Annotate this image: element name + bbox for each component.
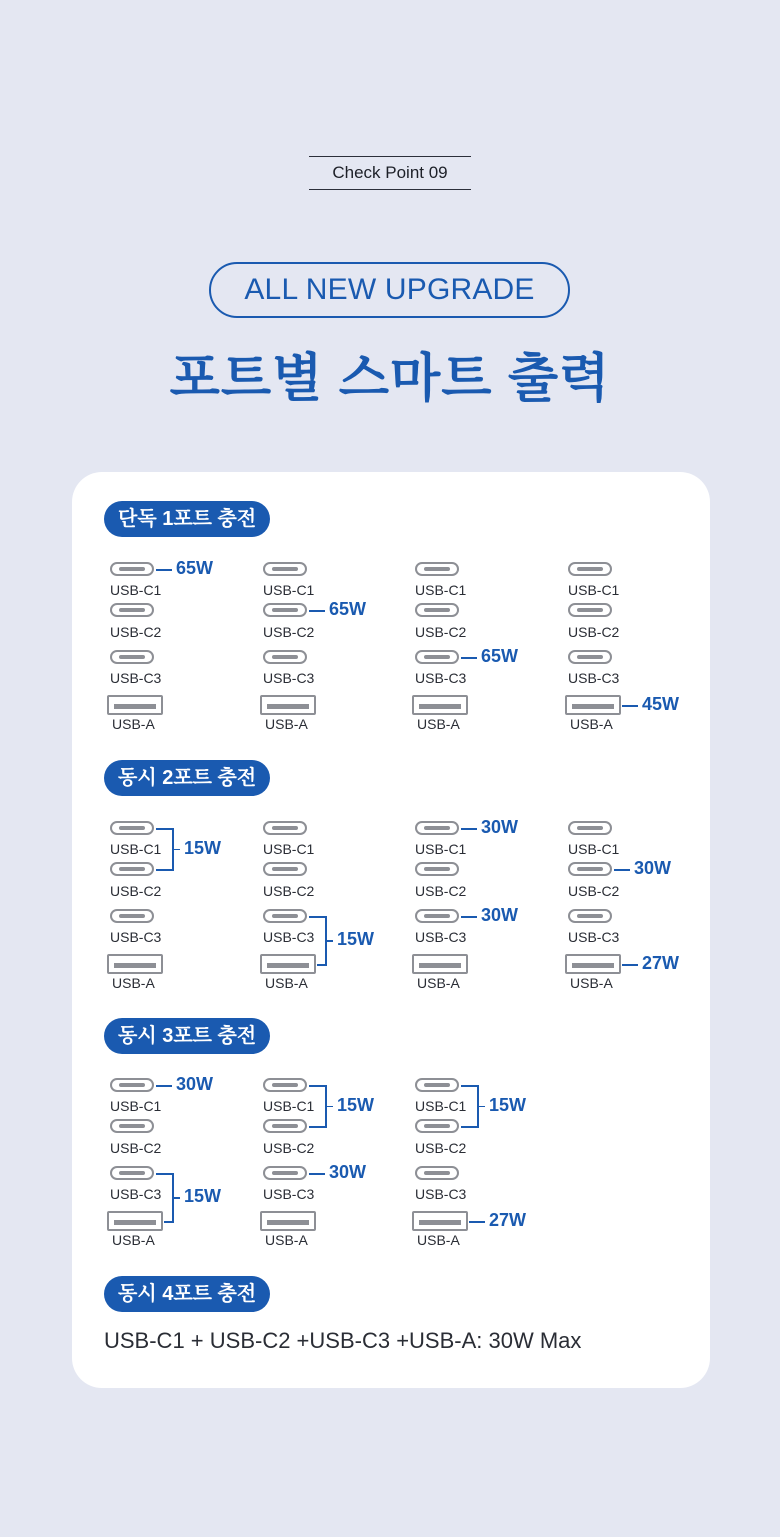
section-badge: 동시 4포트 충전	[104, 1276, 270, 1312]
wattage-label: 65W	[481, 646, 519, 666]
connector-line	[469, 1221, 485, 1223]
port-label-c2: USB-C2	[110, 883, 162, 899]
usb-c-port-icon	[110, 909, 154, 923]
usb-a-port-icon	[412, 695, 468, 715]
port-label-c1: USB-C1	[415, 841, 467, 857]
bracket-line	[156, 1173, 172, 1175]
usb-c-port-icon	[263, 1166, 307, 1180]
connector-line	[622, 705, 638, 707]
usb-c-port-icon	[110, 562, 154, 576]
wattage-label: 30W	[176, 1074, 214, 1094]
port-label-c3: USB-C3	[568, 670, 620, 686]
bracket-line	[172, 1197, 180, 1199]
usb-c-port-icon	[415, 603, 459, 617]
usb-a-port-icon	[412, 954, 468, 974]
port-label-c3: USB-C3	[415, 670, 467, 686]
port-label-c1: USB-C1	[110, 582, 162, 598]
port-label-c1: USB-C1	[263, 582, 315, 598]
connector-line	[461, 916, 477, 918]
section-badge: 동시 2포트 충전	[104, 760, 270, 796]
port-label-c3: USB-C3	[415, 929, 467, 945]
wattage-label: 65W	[176, 558, 214, 578]
bracket-line	[461, 1085, 477, 1087]
connector-line	[309, 1173, 325, 1175]
port-label-c2: USB-C2	[568, 883, 620, 899]
usb-a-port-icon	[260, 695, 316, 715]
port-label-a: USB-A	[570, 716, 613, 732]
port-label-a: USB-A	[417, 975, 460, 991]
connector-line	[614, 869, 630, 871]
port-label-c2: USB-C2	[568, 624, 620, 640]
port-label-c1: USB-C1	[110, 841, 162, 857]
usb-c-port-icon	[415, 1166, 459, 1180]
usb-c-port-icon	[568, 562, 612, 576]
port-label-c1: USB-C1	[110, 1098, 162, 1114]
port-label-a: USB-A	[417, 716, 460, 732]
connector-line	[309, 610, 325, 612]
connector-line	[156, 1085, 172, 1087]
port-label-a: USB-A	[417, 1232, 460, 1248]
port-label-c1: USB-C1	[568, 841, 620, 857]
usb-c-port-icon	[263, 821, 307, 835]
bracket-line	[309, 1126, 325, 1128]
port-label-c3: USB-C3	[263, 929, 315, 945]
usb-c-port-icon	[415, 862, 459, 876]
port-label-c3: USB-C3	[110, 929, 162, 945]
port-label-c2: USB-C2	[415, 883, 467, 899]
port-label-c3: USB-C3	[568, 929, 620, 945]
bracket-line	[172, 849, 180, 851]
port-label-c3: USB-C3	[110, 1186, 162, 1202]
port-label-a: USB-A	[112, 1232, 155, 1248]
wattage-label: 15W	[184, 837, 222, 858]
wattage-label: 15W	[184, 1186, 222, 1206]
upgrade-badge: ALL NEW UPGRADE	[209, 262, 570, 318]
port-label-a: USB-A	[265, 716, 308, 732]
port-label-a: USB-A	[570, 975, 613, 991]
usb-c-port-icon	[263, 603, 307, 617]
usb-a-port-icon	[260, 954, 316, 974]
connector-line	[461, 657, 477, 659]
connector-line	[461, 828, 477, 830]
page-title: 포트별 스마트 출력	[169, 350, 611, 408]
usb-c-port-icon	[568, 909, 612, 923]
usb-a-port-icon	[565, 695, 621, 715]
section-badge: 동시 3포트 충전	[104, 1018, 270, 1054]
bracket-line	[317, 964, 325, 966]
port-label-c1: USB-C1	[263, 841, 315, 857]
four-port-spec: USB-C1 + USB-C2 +USB-C3 +USB-A: 30W Max	[104, 1328, 582, 1353]
port-label-c3: USB-C3	[263, 1186, 315, 1202]
usb-c-port-icon	[110, 650, 154, 664]
usb-c-port-icon	[415, 562, 459, 576]
usb-c-port-icon	[568, 603, 612, 617]
bracket-line	[325, 1106, 333, 1108]
usb-a-port-icon	[565, 954, 621, 974]
wattage-label: 27W	[489, 1210, 527, 1230]
usb-a-port-icon	[260, 1211, 316, 1231]
wattage-label: 30W	[634, 858, 672, 878]
port-label-c3: USB-C3	[110, 670, 162, 686]
bracket-line	[309, 1085, 325, 1087]
usb-c-port-icon	[263, 909, 307, 923]
bracket-line	[309, 916, 325, 918]
wattage-label: 15W	[489, 1094, 527, 1115]
wattage-label: 30W	[481, 905, 519, 925]
usb-c-port-icon	[263, 650, 307, 664]
usb-c-port-icon	[110, 1166, 154, 1180]
port-label-c2: USB-C2	[110, 624, 162, 640]
usb-c-port-icon	[568, 650, 612, 664]
port-label-a: USB-A	[112, 716, 155, 732]
usb-c-port-icon	[415, 1078, 459, 1092]
usb-c-port-icon	[110, 862, 154, 876]
port-label-c1: USB-C1	[263, 1098, 315, 1114]
port-label-c1: USB-C1	[415, 582, 467, 598]
port-label-c2: USB-C2	[415, 1140, 467, 1156]
usb-c-port-icon	[110, 1119, 154, 1133]
usb-c-port-icon	[568, 862, 612, 876]
port-label-a: USB-A	[265, 975, 308, 991]
usb-a-port-icon	[107, 1211, 163, 1231]
bracket-line	[477, 1106, 485, 1108]
usb-c-port-icon	[110, 1078, 154, 1092]
wattage-label: 27W	[642, 953, 680, 973]
connector-line	[622, 964, 638, 966]
port-label-a: USB-A	[265, 1232, 308, 1248]
wattage-label: 30W	[329, 1162, 367, 1182]
bracket-line	[461, 1126, 477, 1128]
bracket-line	[156, 828, 172, 830]
port-label-c3: USB-C3	[263, 670, 315, 686]
checkpoint-label: Check Point 09	[309, 156, 471, 190]
bracket-line	[325, 940, 333, 942]
port-label-c1: USB-C1	[415, 1098, 467, 1114]
wattage-label: 30W	[481, 817, 519, 837]
wattage-label: 65W	[329, 599, 367, 619]
wattage-label: 15W	[337, 929, 375, 949]
wattage-label: 15W	[337, 1094, 375, 1115]
section-badge: 단독 1포트 충전	[104, 501, 270, 537]
usb-a-port-icon	[107, 954, 163, 974]
port-label-c2: USB-C2	[110, 1140, 162, 1156]
usb-c-port-icon	[415, 821, 459, 835]
usb-c-port-icon	[263, 862, 307, 876]
connector-line	[156, 569, 172, 571]
port-label-a: USB-A	[112, 975, 155, 991]
port-label-c2: USB-C2	[263, 624, 315, 640]
port-label-c2: USB-C2	[415, 624, 467, 640]
port-label-c2: USB-C2	[263, 883, 315, 899]
usb-a-port-icon	[107, 695, 163, 715]
port-label-c1: USB-C1	[568, 582, 620, 598]
port-label-c3: USB-C3	[415, 1186, 467, 1202]
usb-c-port-icon	[110, 603, 154, 617]
usb-c-port-icon	[415, 1119, 459, 1133]
usb-c-port-icon	[110, 821, 154, 835]
usb-c-port-icon	[415, 909, 459, 923]
usb-c-port-icon	[263, 562, 307, 576]
usb-c-port-icon	[415, 650, 459, 664]
bracket-line	[164, 1221, 172, 1223]
usb-c-port-icon	[263, 1078, 307, 1092]
wattage-label: 45W	[642, 694, 680, 714]
usb-a-port-icon	[412, 1211, 468, 1231]
usb-c-port-icon	[263, 1119, 307, 1133]
usb-c-port-icon	[568, 821, 612, 835]
bracket-line	[156, 869, 172, 871]
port-label-c2: USB-C2	[263, 1140, 315, 1156]
